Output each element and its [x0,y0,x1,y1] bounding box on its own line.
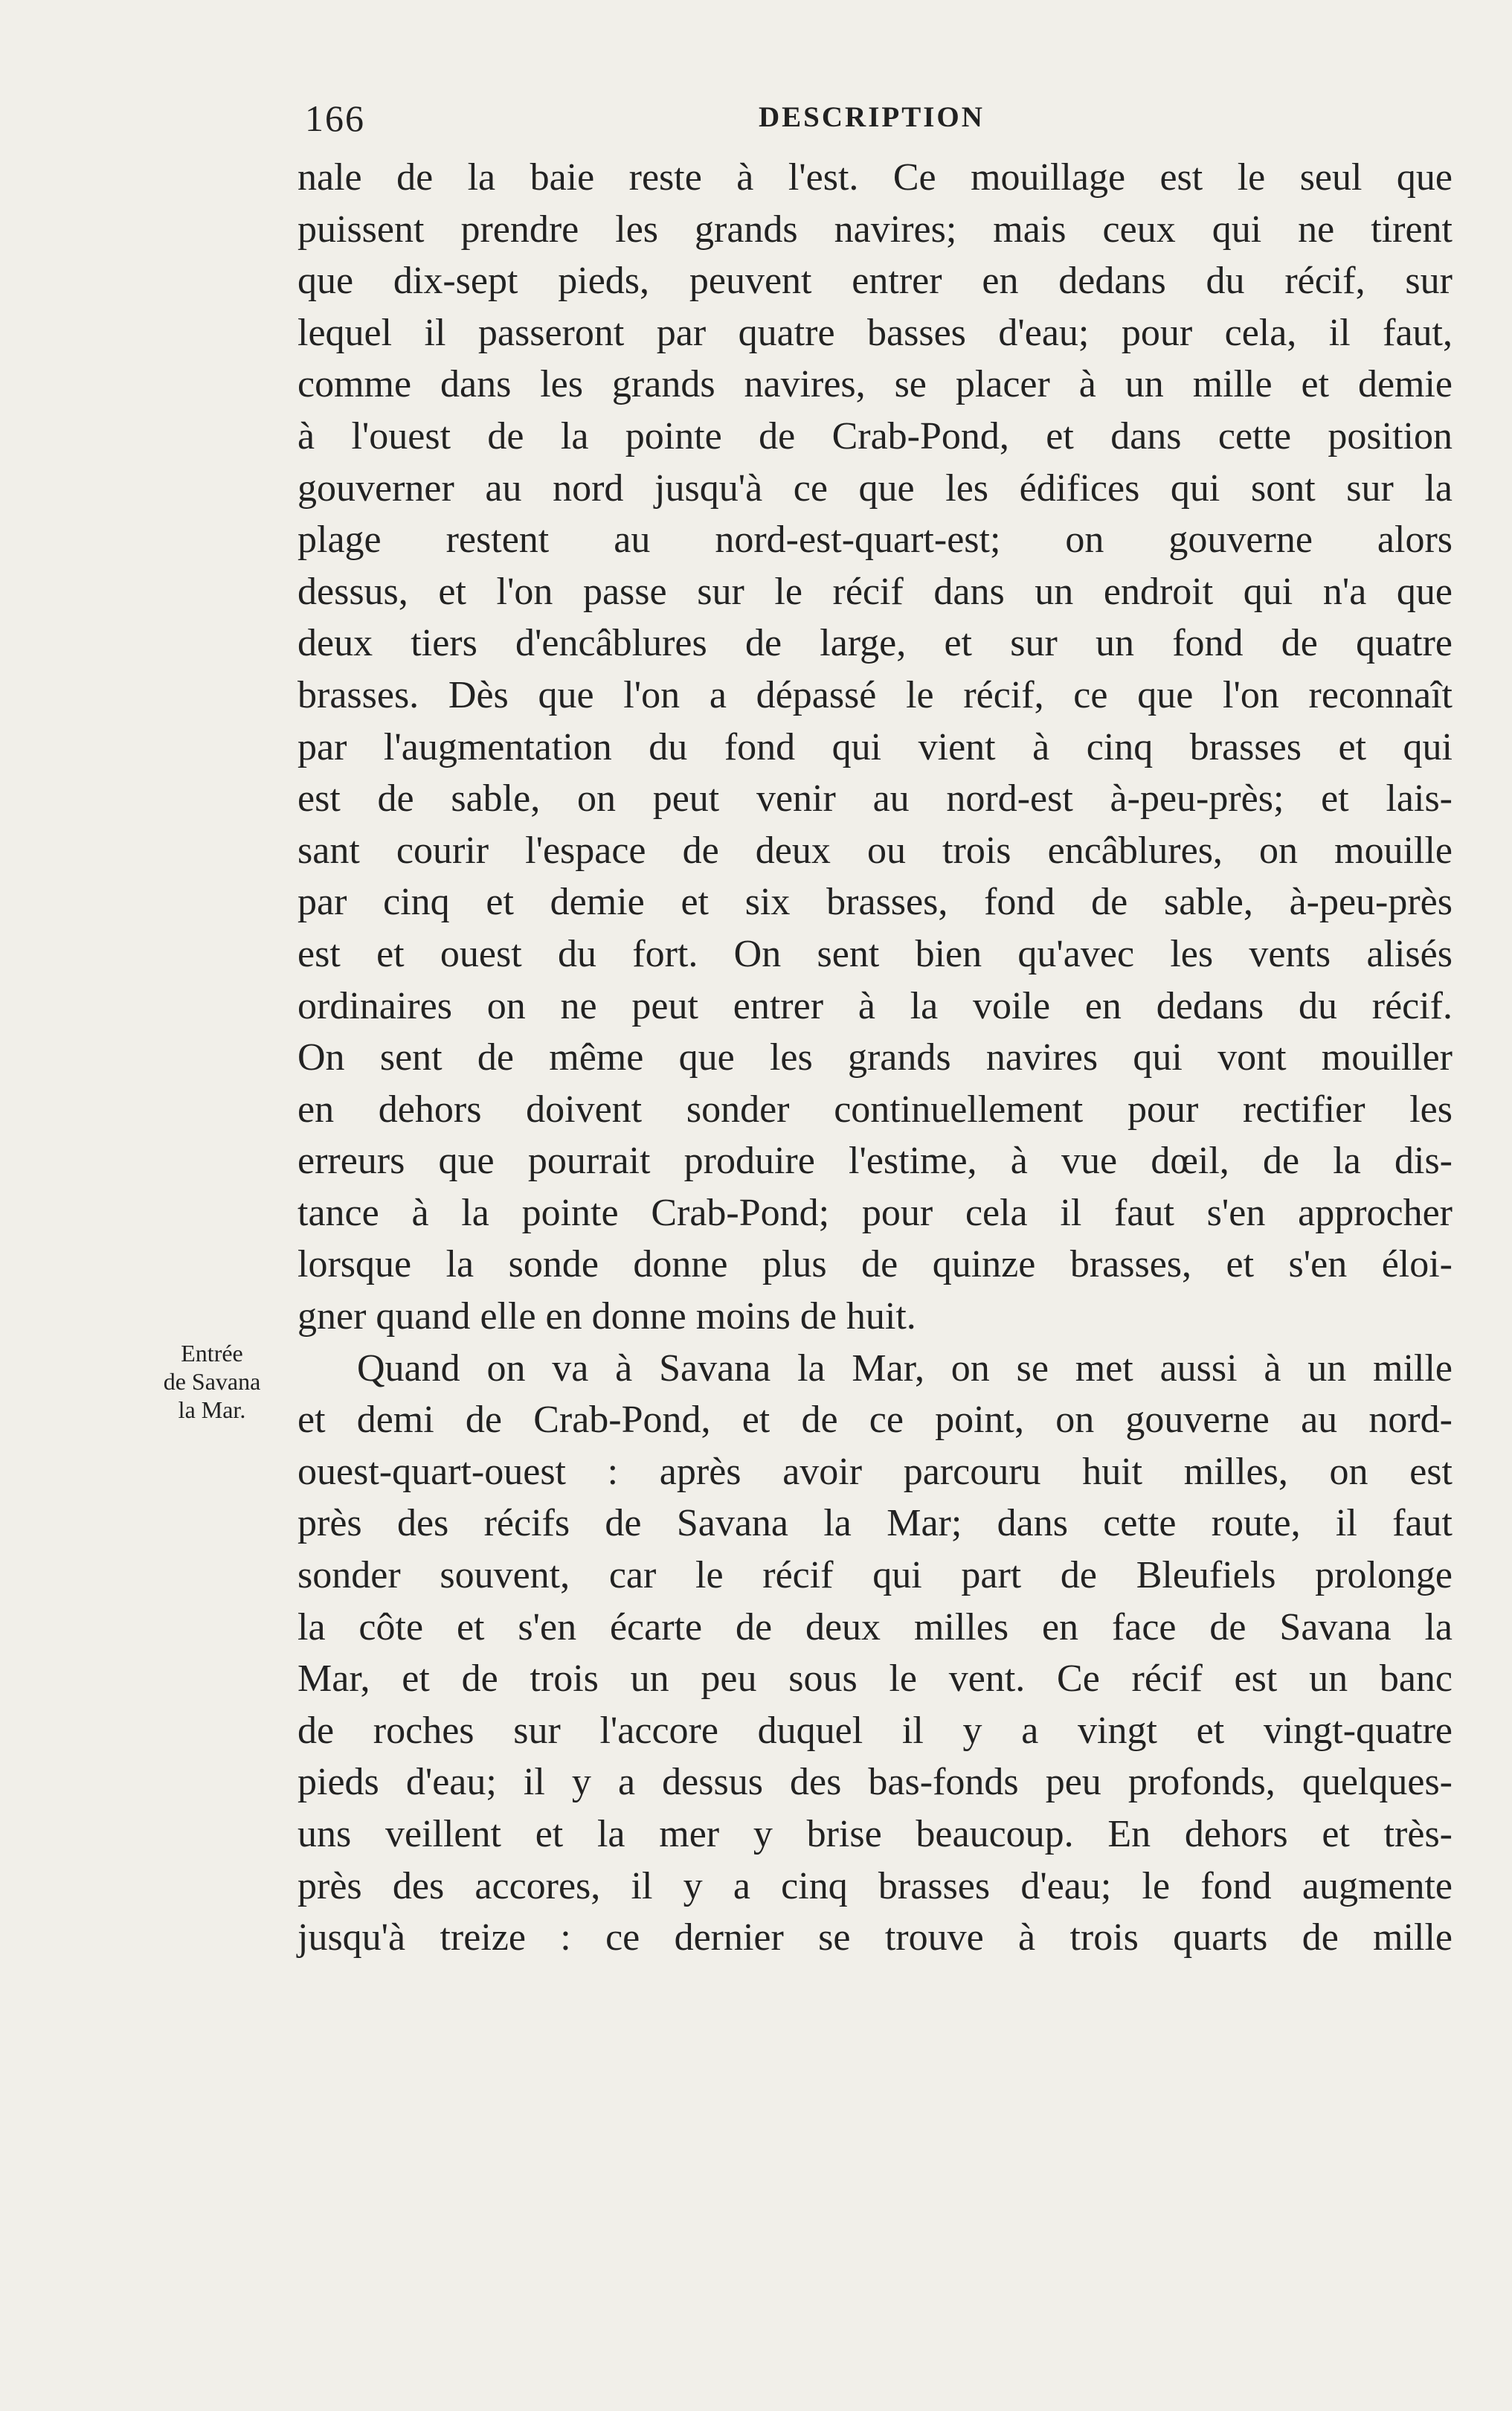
text-line: et demi de Crab-Pond, et de ce point, on gouverne au nord- [297,1399,1453,1442]
text-line: nale de la baie reste à l'est. Ce mouillage est le seul que [297,156,1453,199]
text-line: tance à la pointe Crab-Pond; pour cela il faut s'en approcher [297,1191,1453,1234]
text-line: comme dans les grands navires, se placer à un mille et demie [297,363,1453,406]
margin-note-line: la Mar. [178,1396,246,1423]
text-line: On sent de même que les grands navires qui vont mouiller [297,1036,1453,1079]
running-head: DESCRIPTION [759,101,985,133]
text-line: jusqu'à treize : ce dernier se trouve à trois quarts de mille [297,1916,1453,1959]
text-line: près des récifs de Savana la Mar; dans cette route, il faut [297,1502,1453,1545]
text-line: sant courir l'espace de deux ou trois encâblures, on mouille [297,829,1453,872]
text-line: lorsque la sonde donne plus de quinze brasses, et s'en éloi- [297,1243,1453,1286]
text-line: par cinq et demie et six brasses, fond de sable, à-peu-près [297,881,1453,924]
page-header [305,97,1443,141]
text-line: erreurs que pourrait produire l'estime, à vue dœil, de la dis- [297,1140,1453,1183]
text-line: gner quand elle en donne moins de huit. [297,1295,916,1338]
margin-note-line: de Savana [163,1368,261,1395]
text-line: dessus, et l'on passe sur le récif dans un endroit qui n'a que [297,570,1453,613]
paragraph-start-line: Quand on va à Savana la Mar, on se met aussi à un mille [357,1346,1453,1390]
text-line: deux tiers d'encâblures de large, et sur un fond de quatre [297,622,1453,665]
text-line: ouest-quart-ouest : après avoir parcouru huit milles, on est [297,1450,1453,1493]
text-line: par l'augmentation du fond qui vient à cinq brasses et qui [297,725,1453,768]
page-number: 166 [305,97,365,139]
margin-note [138,1339,286,1424]
text-line: pieds d'eau; il y a dessus des bas-fonds peu profonds, quelques- [297,1761,1453,1804]
text-line: ordinaires on ne peut entrer à la voile en dedans du récif. [297,984,1453,1027]
text-line: est de sable, on peut venir au nord-est à-peu-près; et lais- [297,777,1453,821]
text-line: près des accores, il y a cinq brasses d'eau; le fond augmente [297,1864,1453,1907]
margin-note-line: Entrée [181,1340,243,1367]
text-line: que dix-sept pieds, peuvent entrer en dedans du récif, sur [297,260,1453,303]
text-line: la côte et s'en écarte de deux milles en face de Savana la [297,1605,1453,1648]
text-line: en dehors doivent sonder continuellement pour rectifier les [297,1088,1453,1131]
text-line: sonder souvent, car le récif qui part de Bleufiels prolonge [297,1554,1453,1597]
body-text [297,152,1453,1964]
text-line: Mar, et de trois un peu sous le vent. Ce récif est un banc [297,1657,1453,1701]
text-line: uns veillent et la mer y brise beaucoup. En dehors et très- [297,1813,1453,1855]
text-line: gouverner au nord jusqu'à ce que les édifices qui sont sur la [297,466,1453,510]
text-line: est et ouest du fort. On sent bien qu'avec les vents alisés [297,932,1453,975]
text-line: brasses. Dès que l'on a dépassé le récif, ce que l'on reconnaît [297,673,1453,716]
text-line: plage restent au nord-est-quart-est; on gouverne alors [297,519,1453,562]
text-line: lequel il passeront par quatre basses d'eau; pour cela, il faut, [297,311,1453,354]
text-line: de roches sur l'accore duquel il y a vingt et vingt-quatre [297,1709,1453,1752]
text-line: à l'ouest de la pointe de Crab-Pond, et dans cette position [297,414,1453,458]
text-line: puissent prendre les grands navires; mais ceux qui ne tirent [297,208,1453,251]
